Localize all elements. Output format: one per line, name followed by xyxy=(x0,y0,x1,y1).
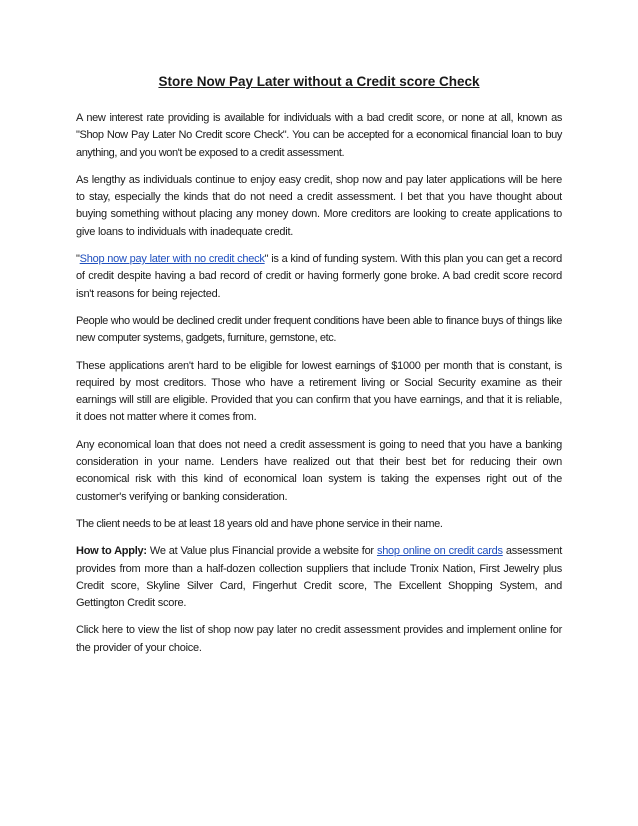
open-quote: " xyxy=(76,253,80,266)
how-to-apply-label: How to Apply: xyxy=(76,545,147,558)
document-title: Store Now Pay Later without a Credit score Check xyxy=(158,74,480,89)
paragraph-easy-credit: As lengthy as individuals continue to enjoy easy credit, shop now and pay later applications will be here to stay, especially the kinds that do not need a credit assessment. I bet that you have thought about buying something without placing any money down. More creditors are looking to create applications to give loans to individuals with inadequate credit. xyxy=(76,173,562,238)
paragraph-intro: A new interest rate providing is available for individuals with a bad credit score, or none at all, known as "Shop Now Pay Later No Credit score Check". You can be accepted for a economical financial loan to buy anything, and you won't be exposed to a credit assessment. xyxy=(76,112,562,159)
how-to-apply-text-before: We at Value plus Financial provide a website for xyxy=(146,545,377,558)
funding-system-text: " is a kind of funding system. With this plan you can get a record of credit despite having a bad record of credit or having formerly gone broke. A bad credit score record isn't reasons for being rejected. xyxy=(76,253,563,300)
paragraph-banking-account: Any economical loan that does not need a credit assessment is going to need that you have a banking consideration in your name. Lenders have realized out that their best bet for reducing their own economical risk with this kind of economical loan system is taking the expenses right out of the customer's verifying or banking consideration. xyxy=(76,438,562,503)
paragraph-declined-credit: People who would be declined credit under frequent conditions have been able to finance buys of things like new computer systems, gadgets, furniture, gemstone, etc. xyxy=(76,314,562,345)
paragraph-funding-system xyxy=(76,251,562,303)
paragraph-click-here: Click here to view the list of shop now pay later no credit assessment provides and implement online for the provider of your choice. xyxy=(76,624,562,654)
how-to-apply-text-after: assessment provides from more than a half-dozen collection suppliers that include Tronix Nation, First Jewelry plus Credit score, Skyline Silver Card, Fingerhut Credit score, The Excellent Shopping System, and Gettington Credit score. xyxy=(76,545,563,610)
paragraph-age-requirement: The client needs to be at least 18 years old and have phone service in their name. xyxy=(76,517,443,530)
shop-now-pay-later-link[interactable]: Shop now pay later with no credit check xyxy=(79,253,265,266)
paragraph-how-to-apply xyxy=(76,543,562,612)
paragraph-eligibility: These applications aren't hard to be eligible for lowest earnings of $1000 per month that is constant, is required by most creditors. Those who have a retirement living or Social Security examine as their earnings will still are eligible. Provided that you can confirm that you have earnings, and that it is reliable, it does not matter where it comes from. xyxy=(76,359,562,424)
shop-online-credit-cards-link[interactable]: shop online on credit cards xyxy=(376,545,503,558)
